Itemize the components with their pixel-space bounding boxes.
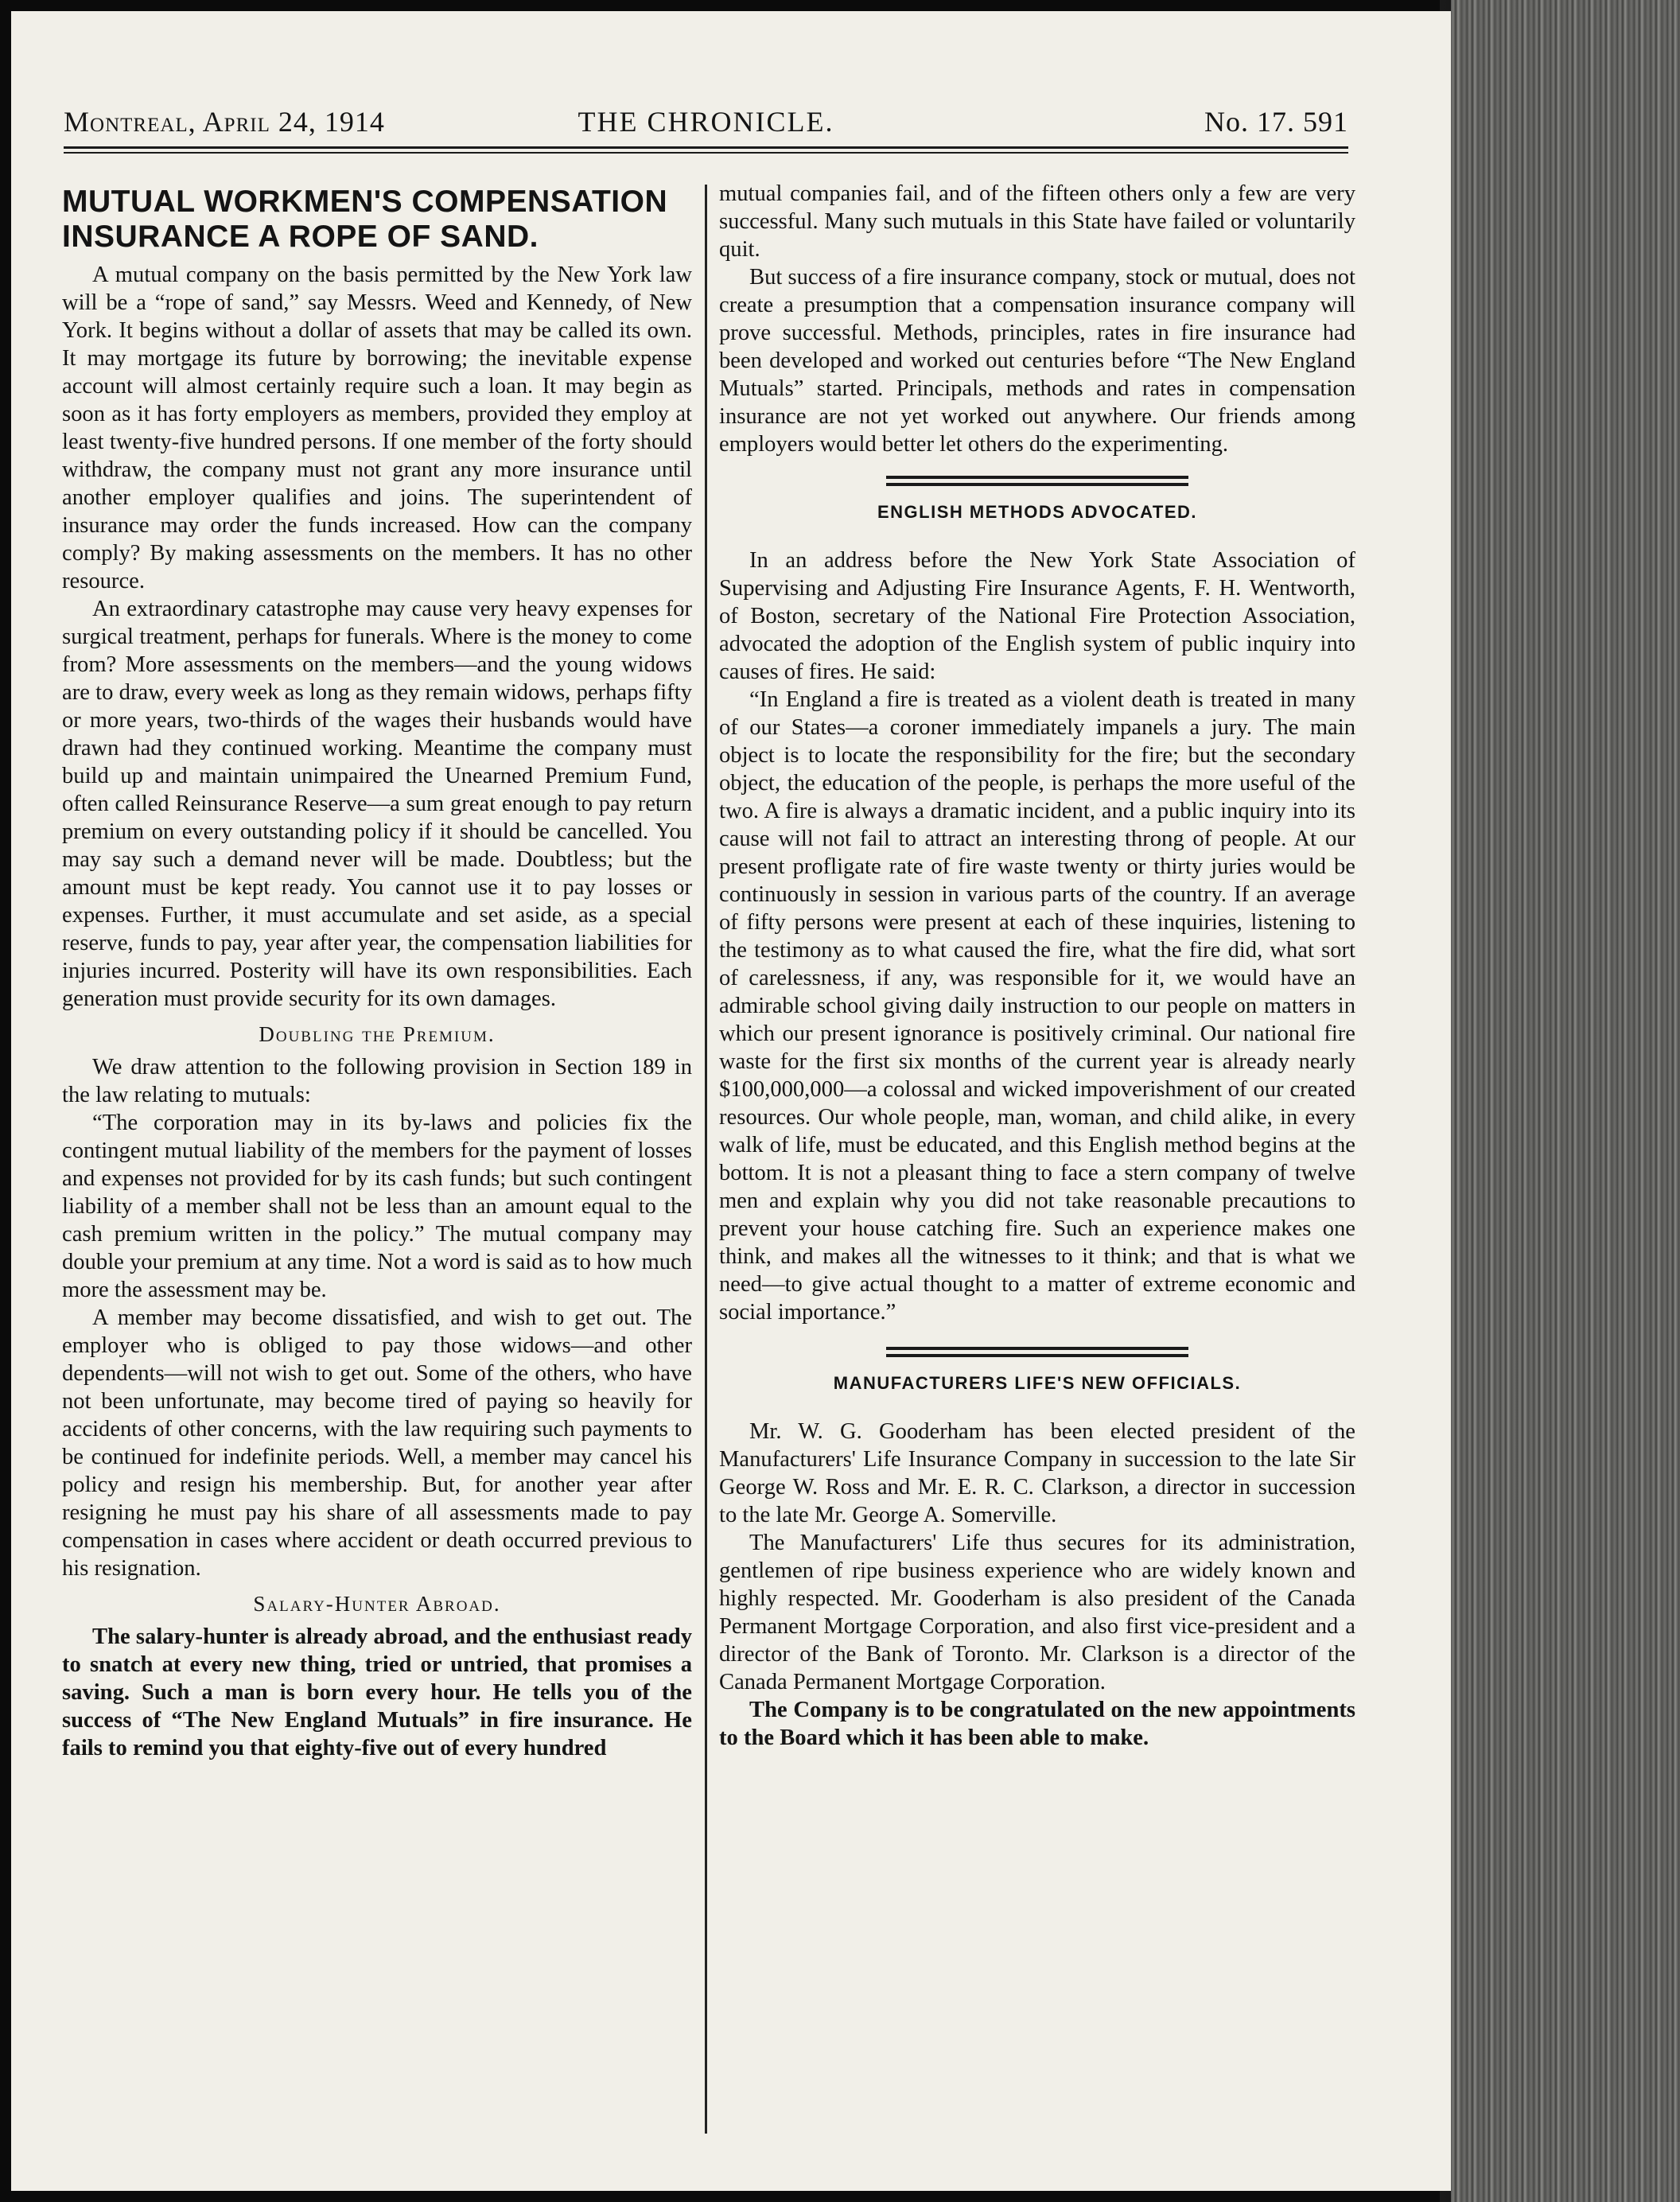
section-title-english-methods: ENGLISH METHODS ADVOCATED. (877, 502, 1197, 522)
paragraph: An extraordinary catastrophe may cause very heavy expenses for surgical treatment, perhaps for funerals. Where is the money to come from? More assessments on the members—and the young widows are to draw, every week as long as they remain widows, perhaps fifty or more years, two-thirds of the wages their husbands would have drawn had they continued working. Meantime the company must build up and maintain unimpaired the Unearned Premium Fund, often called Reinsurance Reserve—a sum great enough to pay return premium on every outstanding policy if it should be cancelled. You may say such a demand never will be made. Doubtless; but the amount must be kept ready. You cannot use it to pay losses or expenses. Further, it must accumulate and set aside, as a special reserve, funds to pay, year after year, the compensation liabilities for injuries incurred. Posterity will have its own responsibilities. Each generation must provide security for its own damages. (62, 597, 692, 1011)
header-issue-page: No. 17. 591 (1204, 106, 1348, 138)
header-rule-bottom (64, 152, 1348, 154)
section-title-manufacturers-life: MANUFACTURERS LIFE'S NEW OFFICIALS. (833, 1373, 1242, 1393)
subheading-salary-hunter: Salary-Hunter Abroad. (253, 1592, 501, 1616)
paragraph: The Manufacturers' Life thus secures for its administration, gentlemen of ripe business experience who are widely known and highly respected. Mr. Gooderham is also president of the Canada Permanent Mortgage Corporation, and also first vice-president and a director of the Bank of Toronto. Mr. Clarkson is a director of the Canada Permanent Mortgage Corporation. (719, 1531, 1355, 1694)
left-column (62, 185, 692, 1762)
paragraph: The Company is to be congratulated on the new appointments to the Board which it has been able to make. (719, 1698, 1355, 1750)
page-header (64, 105, 1348, 145)
section-divider (886, 1347, 1188, 1358)
paragraph: In an address before the New York State Association of Supervising and Adjusting Fire Insurance Agents, F. H. Wentworth, of Boston, secretary of the National Fire Protection Association, advocated the adoption of the English system of public inquiry into causes of fires. He said: (719, 548, 1355, 684)
article-headline: MUTUAL WORKMEN'S COMPENSATION INSURANCE A ROPE OF SAND. (62, 185, 668, 254)
header-rule-top (64, 146, 1348, 149)
right-column (719, 180, 1355, 1752)
section-divider (886, 476, 1188, 487)
paragraph: “The corporation may in its by-laws and policies fix the contingent mutual liability of the members for the payment of losses and expenses not provided for by its cash funds; but such contingent liability of a member shall not be less than an amount equal to the cash premium written in the policy.” The mutual company may double your premium at any time. Not a word is said as to how much more the assessment may be. (62, 1111, 692, 1302)
header-masthead: THE CHRONICLE. (578, 106, 834, 138)
newspaper-page (11, 11, 1451, 2191)
paragraph: “In England a fire is treated as a violent death is treated in many of our States—a coroner immediately impanels a jury. The main object is to locate the responsibility for the fire; but the secondary object, the education of the people, is perhaps the more useful of the two. A fire is always a dramatic incident, and a public inquiry into its cause will not fail to attract an interesting throng of people. At our present profligate rate of fire waste twenty or thirty juries would be continuously in session in various parts of the country. If an average of fifty persons were present at each of these inquiries, listening to the testimony as to what caused the fire, what the fire did, what sort of carelessness, if any, was responsible for it, we would have an admirable school giving daily instruction to our people on matters in which our present ignorance is positively criminal. Our national fire waste for the first six months of the current year is already nearly $100,000,000—a colossal and wicked impoverishment of our created resources. Our whole people, man, woman, and child alike, in every walk of life, must be educated, and this English method begins at the bottom. It is not a pleasant thing to face a stern company of twelve men and explain why you did not take reasonable precautions to prevent your house catching fire. Such an experience makes one think, and makes all the witnesses to it think; and that is what we need—to give actual thought to a matter of extreme economic and social importance.” (719, 687, 1355, 1325)
header-dateline: Montreal, April 24, 1914 (64, 106, 385, 138)
paragraph: Mr. W. G. Gooderham has been elected president of the Manufacturers' Life Insurance Company in succession to the late Sir George W. Ross and Mr. E. R. C. Clarkson, a director in succession to the late Mr. George A. Somerville. (719, 1419, 1355, 1527)
paragraph: mutual companies fail, and of the fifteen others only a few are very successful. Many such mutuals in this State have failed or voluntarily quit. (719, 181, 1355, 262)
column-divider (705, 185, 707, 2134)
paragraph: We draw attention to the following provision in Section 189 in the law relating to mutuals: (62, 1055, 692, 1107)
paragraph: But success of a fire insurance company, stock or mutual, does not create a presumption that a compensation insurance company will prove successful. Methods, principles, rates in fire insurance had been developed and worked out centuries before “The New England Mutuals” started. Principals, methods and rates in compensation insurance are not yet worked out anywhere. Our friends among employers would better let others do the experimenting. (719, 265, 1355, 457)
subheading-doubling: Doubling the Premium. (259, 1022, 496, 1046)
book-page-edges (1451, 0, 1680, 2202)
paragraph: A mutual company on the basis permitted by the New York law will be a “rope of sand,” say Messrs. Weed and Kennedy, of New York. It begins without a dollar of assets that may be called its own. It may mortgage its future by borrowing; the inevitable expense account will almost certainly require such a loan. It may begin as soon as it has forty employers as members, provided they employ at least twenty-five hundred persons. If one member of the forty should withdraw, the company must not grant any more insurance until another employer qualifies and joins. The superintendent of insurance may order the funds increased. How can the company comply? By making assessments on the members. It has no other resource. (62, 263, 692, 593)
paragraph: The salary-hunter is already abroad, and the enthusiast ready to snatch at every new thing, tried or untried, that promises a saving. Such a man is born every hour. He tells you of the success of “The New England Mutuals” in fire insurance. He fails to remind you that eighty-five out of every hundred (62, 1624, 692, 1760)
paragraph: A member may become dissatisfied, and wish to get out. The employer who is obliged to pay those widows—and other dependents—will not wish to get out. Some of the others, who have not been unfortunate, may become tired of paying so heavily for accidents of other concerns, with the law requiring such payments to be continued for indefinite periods. Well, a member may cancel his policy and resign his membership. But, for another year after resigning he must pay his share of all assessments made to pay compensation in cases where accident or death occurred previous to his resignation. (62, 1305, 692, 1581)
